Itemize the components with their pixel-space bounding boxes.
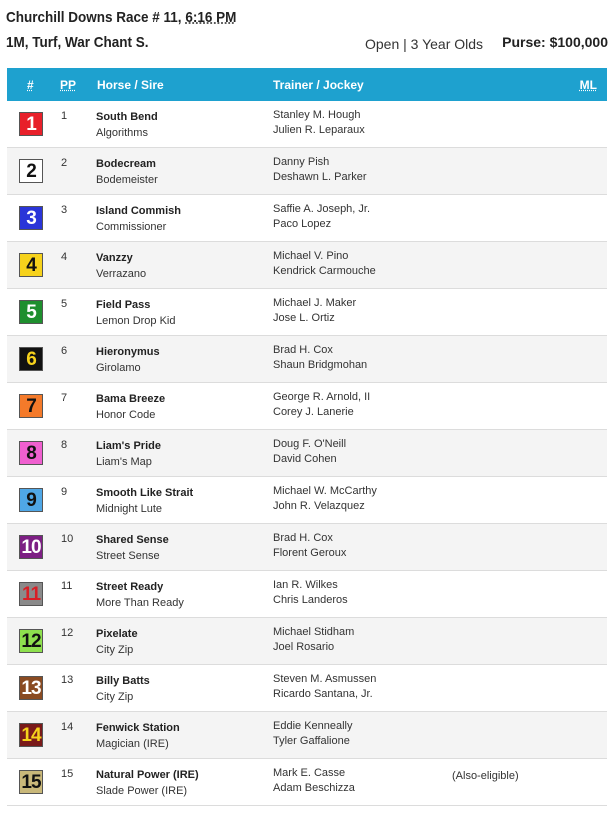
sire-name: Commissioner [96,221,167,233]
trainer-name: Saffie A. Joseph, Jr. [273,203,371,215]
jockey-name: Joel Rosario [273,641,335,653]
sire-name: Lemon Drop Kid [96,315,176,327]
sire-name: Street Sense [96,550,160,562]
column-header-horse-sire: Horse / Sire [97,78,164,92]
trainer-name: Doug F. O'Neill [273,438,347,450]
post-position: 2 [61,157,68,169]
table-row[interactable] [7,148,607,195]
trainer-name: Michael J. Maker [273,297,357,309]
post-position: 14 [61,721,74,733]
sire-name: Honor Code [96,409,156,421]
post-position: 10 [61,533,74,545]
saddle-cloth-number: 10 [19,535,43,559]
table-row[interactable] [7,618,607,665]
post-position: 11 [61,580,73,592]
trainer-name: George R. Arnold, II [273,391,371,403]
jockey-name: David Cohen [273,453,337,465]
horse-name[interactable]: Bodecream [96,158,156,170]
sire-name: City Zip [96,691,134,703]
jockey-name: Shaun Bridgmohan [273,359,368,371]
jockey-name: John R. Velazquez [273,500,365,512]
entries-table [7,68,607,806]
post-position: 3 [61,204,68,216]
post-position: 8 [61,439,68,451]
race-title [6,9,236,26]
horse-name[interactable]: Liam's Pride [96,440,161,452]
jockey-name: Corey J. Lanerie [273,406,354,418]
saddle-cloth-number: 8 [19,441,43,465]
table-row[interactable] [7,571,607,618]
table-row[interactable] [7,430,607,477]
horse-name[interactable]: South Bend [96,111,158,123]
column-header-number[interactable]: # [27,78,34,92]
entry-note: (Also-eligible) [452,770,519,782]
sire-name: Girolamo [96,362,141,374]
column-header-trainer-jockey: Trainer / Jockey [273,78,364,92]
table-row[interactable] [7,524,607,571]
table-row[interactable] [7,477,607,524]
horse-name[interactable]: Vanzzy [96,252,133,264]
sire-name: Magician (IRE) [96,738,169,750]
saddle-cloth-number: 15 [19,770,43,794]
sire-name: Slade Power (IRE) [96,785,188,797]
saddle-cloth-number: 14 [19,723,43,747]
table-row[interactable] [7,759,607,806]
horse-name[interactable]: Natural Power (IRE) [96,769,199,781]
race-conditions: Open | 3 Year Olds [365,36,484,52]
trainer-name: Danny Pish [273,156,330,168]
sire-name: More Than Ready [96,597,184,609]
table-header [7,68,607,101]
jockey-name: Deshawn L. Parker [273,171,367,183]
trainer-name: Stanley M. Hough [273,109,361,121]
table-row[interactable] [7,383,607,430]
jockey-name: Florent Geroux [273,547,347,559]
sire-name: Verrazano [96,268,147,280]
table-row[interactable] [7,665,607,712]
saddle-cloth-number: 9 [19,488,43,512]
table-row[interactable] [7,336,607,383]
horse-name[interactable]: Street Ready [96,581,164,593]
saddle-cloth-number: 6 [19,347,43,371]
column-header-ml[interactable]: ML [579,78,597,92]
post-position: 7 [61,392,68,404]
horse-name[interactable]: Billy Batts [96,675,150,687]
trainer-name: Steven M. Asmussen [273,673,377,685]
horse-name[interactable]: Smooth Like Strait [96,487,194,499]
horse-name[interactable]: Field Pass [96,299,151,311]
saddle-cloth-number: 1 [19,112,43,136]
horse-name[interactable]: Bama Breeze [96,393,166,405]
jockey-name: Ricardo Santana, Jr. [273,688,373,700]
trainer-name: Brad H. Cox [273,344,333,356]
sire-name: City Zip [96,644,134,656]
trainer-name: Brad H. Cox [273,532,333,544]
post-time: 6:16 PM [185,9,237,26]
column-header-pp[interactable]: PP [60,78,77,92]
table-row[interactable] [7,289,607,336]
saddle-cloth-number: 12 [19,629,43,653]
table-row[interactable] [7,712,607,759]
trainer-name: Michael V. Pino [273,250,349,262]
jockey-name: Chris Landeros [273,594,348,606]
post-position: 9 [61,486,68,498]
jockey-name: Adam Beschizza [273,782,355,794]
post-position: 6 [61,345,68,357]
jockey-name: Julien R. Leparaux [273,124,365,136]
horse-name[interactable]: Hieronymus [96,346,160,358]
trainer-name: Mark E. Casse [273,767,346,779]
saddle-cloth-number: 13 [19,676,43,700]
post-position: 15 [61,768,74,780]
jockey-name: Jose L. Ortiz [273,312,335,324]
post-position: 13 [61,674,74,686]
race-purse: Purse: $100,000 [502,34,608,50]
trainer-name: Eddie Kenneally [273,720,353,732]
post-position: 4 [61,251,68,263]
trainer-name: Michael W. McCarthy [273,485,377,497]
table-row[interactable] [7,195,607,242]
race-subtitle: 1M, Turf, War Chant S. [6,34,149,51]
sire-name: Liam's Map [96,456,152,468]
saddle-cloth-number: 7 [19,394,43,418]
post-position: 5 [61,298,68,310]
table-row[interactable] [7,101,607,148]
jockey-name: Kendrick Carmouche [273,265,376,277]
sire-name: Bodemeister [96,174,158,186]
horse-name[interactable]: Pixelate [96,628,138,640]
post-position: 12 [61,627,74,639]
trainer-name: Michael Stidham [273,626,355,638]
table-row[interactable] [7,242,607,289]
post-position: 1 [61,110,68,122]
saddle-cloth-number: 2 [19,159,43,183]
horse-name[interactable]: Fenwick Station [96,722,180,734]
sire-name: Algorithms [96,127,148,139]
horse-name[interactable]: Island Commish [96,205,181,217]
saddle-cloth-number: 3 [19,206,43,230]
trainer-name: Ian R. Wilkes [273,579,338,591]
horse-name[interactable]: Shared Sense [96,534,169,546]
saddle-cloth-number: 5 [19,300,43,324]
saddle-cloth-number: 4 [19,253,43,277]
sire-name: Midnight Lute [96,503,163,515]
race-title-prefix: Churchill Downs Race # 11, [6,9,182,26]
table-body [7,101,607,806]
jockey-name: Tyler Gaffalione [273,735,350,747]
saddle-cloth-number: 11 [19,582,43,606]
jockey-name: Paco Lopez [273,218,332,230]
